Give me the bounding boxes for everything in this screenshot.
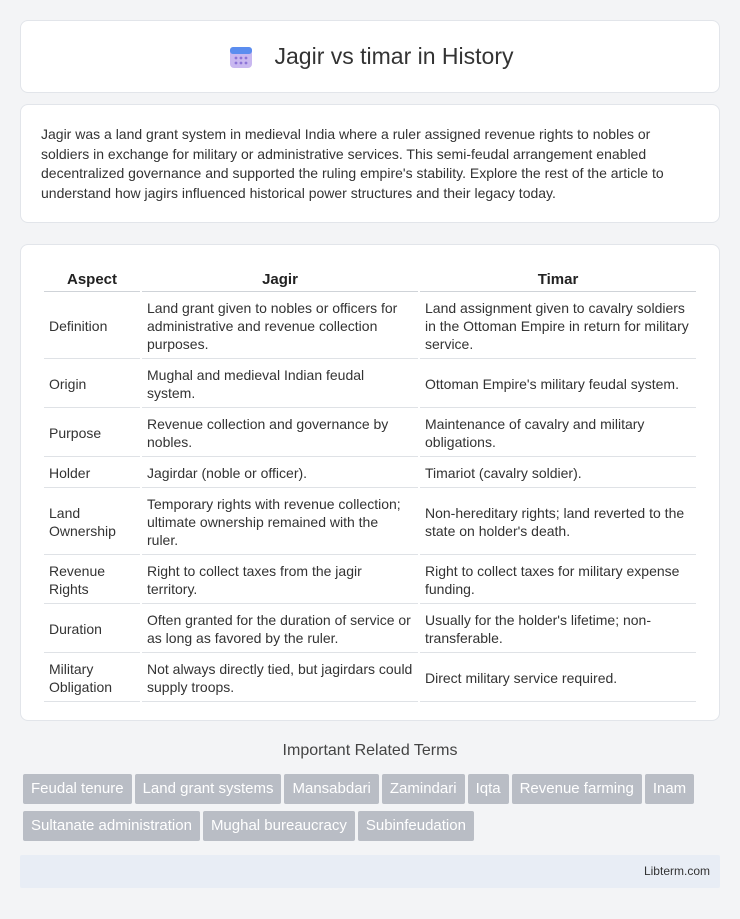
timar-cell: Maintenance of cavalry and military obligations. bbox=[420, 410, 696, 457]
related-term-tag[interactable]: Land grant systems bbox=[135, 774, 282, 804]
table-row bbox=[44, 410, 696, 457]
jagir-cell: Right to collect taxes from the jagir territory. bbox=[142, 557, 418, 604]
column-header: Timar bbox=[420, 267, 696, 292]
jagir-cell: Often granted for the duration of service or as long as favored by the ruler. bbox=[142, 606, 418, 653]
intro-card bbox=[20, 104, 720, 223]
timar-cell: Timariot (cavalry soldier). bbox=[420, 459, 696, 488]
jagir-cell: Revenue collection and governance by nobles. bbox=[142, 410, 418, 457]
timar-cell: Non-hereditary rights; land reverted to the state on holder's death. bbox=[420, 490, 696, 555]
comparison-table bbox=[42, 265, 698, 704]
column-header: Aspect bbox=[44, 267, 140, 292]
related-terms-list bbox=[23, 774, 723, 848]
table-row bbox=[44, 655, 696, 702]
table-row bbox=[44, 294, 696, 359]
intro-text: Jagir was a land grant system in medieval India where a ruler assigned revenue rights to nobles or soldiers in exchange for military or administrative services. This semi-feudal arrangement enabled decentralized governance and supported the ruling empire's stability. Explore the rest of the article to understand how jagirs influenced historical power structures and their legacy today. bbox=[41, 126, 664, 201]
row-aspect-cell: Military Obligation bbox=[44, 655, 140, 702]
footer-site-link[interactable]: Libterm.com bbox=[643, 864, 710, 878]
page-title: Jagir vs timar in History bbox=[274, 43, 514, 69]
related-terms-title: Important Related Terms bbox=[282, 742, 458, 759]
row-aspect-cell: Purpose bbox=[44, 410, 140, 457]
jagir-cell: Mughal and medieval Indian feudal system. bbox=[142, 361, 418, 408]
row-aspect-cell: Origin bbox=[44, 361, 140, 408]
jagir-cell: Temporary rights with revenue collection; ultimate ownership remained with the ruler. bbox=[142, 490, 418, 555]
table-header-row bbox=[44, 267, 696, 292]
related-term-tag[interactable]: Mansabdari bbox=[284, 774, 378, 804]
related-term-tag[interactable]: Revenue farming bbox=[512, 774, 642, 804]
row-aspect-cell: Land Ownership bbox=[44, 490, 140, 555]
table-row bbox=[44, 459, 696, 488]
table-row bbox=[44, 361, 696, 408]
header-card bbox=[20, 20, 720, 93]
table-row bbox=[44, 490, 696, 555]
jagir-cell: Jagirdar (noble or officer). bbox=[142, 459, 418, 488]
table-row bbox=[44, 606, 696, 653]
row-aspect-cell: Holder bbox=[44, 459, 140, 488]
timar-cell: Usually for the holder's lifetime; non-transferable. bbox=[420, 606, 696, 653]
row-aspect-cell: Revenue Rights bbox=[44, 557, 140, 604]
related-term-tag[interactable]: Feudal tenure bbox=[23, 774, 132, 804]
footer bbox=[20, 855, 720, 888]
related-term-tag[interactable]: Mughal bureaucracy bbox=[203, 811, 355, 841]
related-term-tag[interactable]: Zamindari bbox=[382, 774, 465, 804]
related-term-tag[interactable]: Subinfeudation bbox=[358, 811, 474, 841]
timar-cell: Land assignment given to cavalry soldiers in the Ottoman Empire in return for military service. bbox=[420, 294, 696, 359]
related-term-tag[interactable]: Iqta bbox=[468, 774, 509, 804]
timar-cell: Right to collect taxes for military expense funding. bbox=[420, 557, 696, 604]
calendar-icon bbox=[227, 43, 255, 71]
comparison-table-card bbox=[20, 244, 720, 721]
timar-cell: Ottoman Empire's military feudal system. bbox=[420, 361, 696, 408]
jagir-cell: Not always directly tied, but jagirdars could supply troops. bbox=[142, 655, 418, 702]
jagir-cell: Land grant given to nobles or officers for administrative and revenue collection purposes. bbox=[142, 294, 418, 359]
related-term-tag[interactable]: Inam bbox=[645, 774, 694, 804]
related-term-tag[interactable]: Sultanate administration bbox=[23, 811, 200, 841]
row-aspect-cell: Definition bbox=[44, 294, 140, 359]
table-row bbox=[44, 557, 696, 604]
column-header: Jagir bbox=[142, 267, 418, 292]
timar-cell: Direct military service required. bbox=[420, 655, 696, 702]
row-aspect-cell: Duration bbox=[44, 606, 140, 653]
